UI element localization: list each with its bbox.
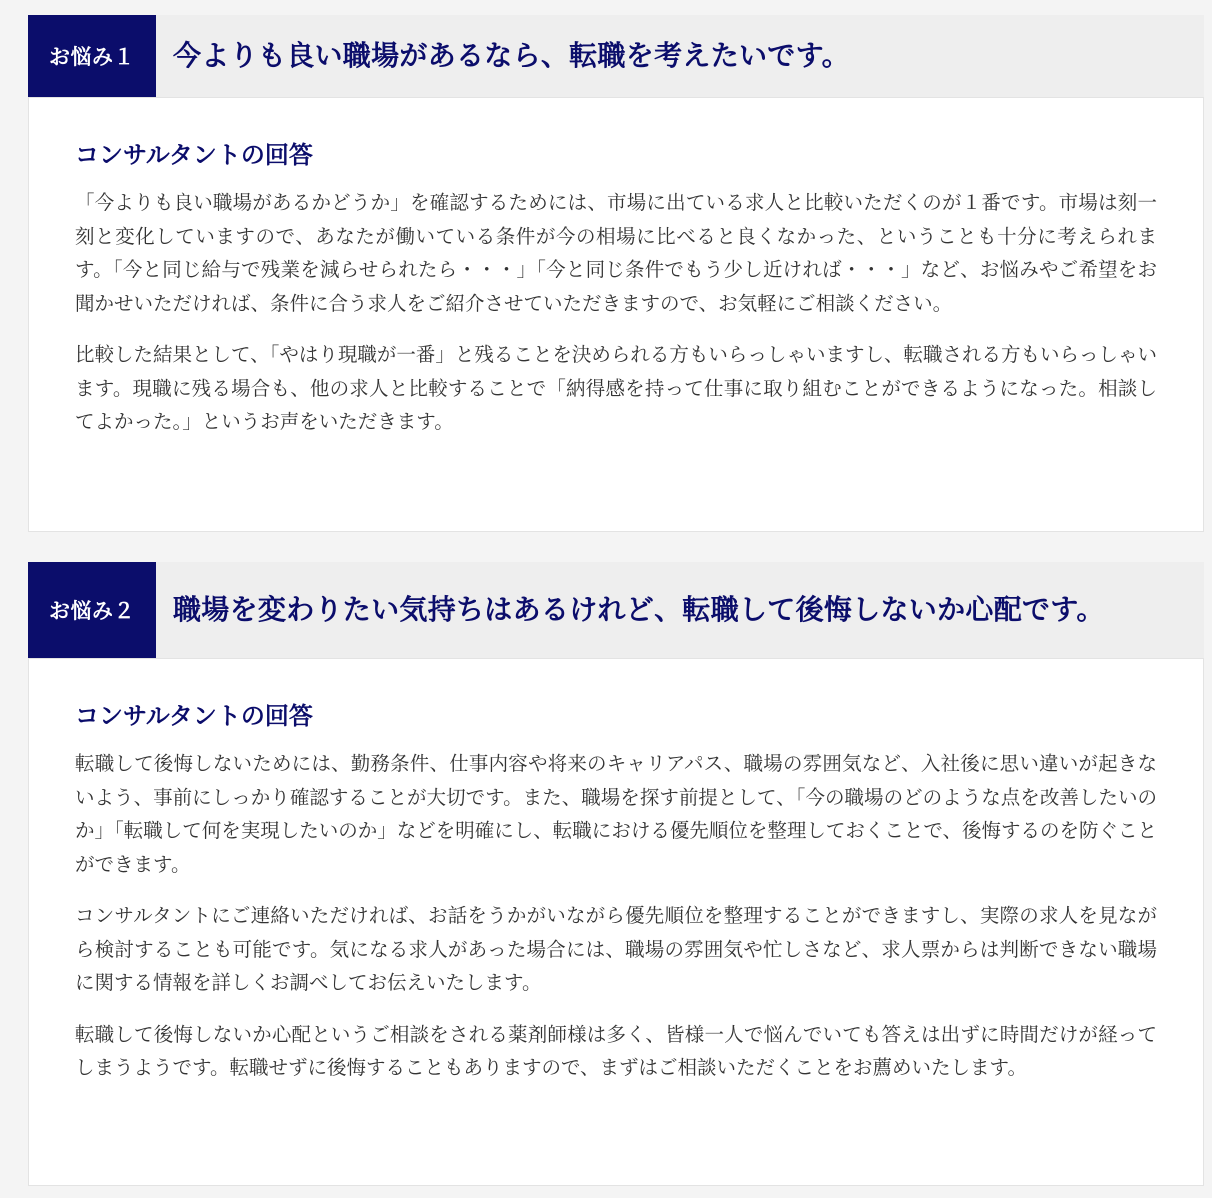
answer-paragraph: 転職して後悔しないためには、勤務条件、仕事内容や将来のキャリアパス、職場の雰囲気など、入社後に思い違いが起きないよう、事前にしっかり確認することが大切です。また、職場を探す前提として、「今の職場のどのような点を改善したいのか」「転職して何を実現したいのか」などを明確にし、転職における優先順位を整理しておくことで、後悔するのを防ぐことができます。	[75, 752, 1157, 876]
answer-paragraph: 転職して後悔しないか心配というご相談をされる薬剤師様は多く、皆様一人で悩んでいても答えは出ずに時間だけが経ってしまうようです。転職せずに後悔することもありますので、まずはご相談いただくことをお薦めいたします。	[75, 1022, 1157, 1079]
question-title: 職場を変わりたい気持ちはあるけれど、転職して後悔しないか心配です。	[173, 593, 1105, 626]
faq-item-2	[28, 562, 1204, 1186]
answer-paragraph: 比較した結果として、「やはり現職が一番」と残ることを決められる方もいらっしゃいますし、転職される方もいらっしゃいます。現職に残る場合も、他の求人と比較することで「納得感を持って仕事に取り組むことができるようになった。相談してよかった。」というお声をいただきます。	[75, 343, 1157, 433]
question-header	[28, 15, 1204, 98]
question-header	[28, 562, 1204, 659]
answer-heading: コンサルタントの回答	[75, 702, 313, 730]
faq-item-1	[28, 15, 1204, 532]
answer-paragraph: 「今よりも良い職場があるかどうか」を確認するためには、市場に出ている求人と比較いただくのが１番です。市場は刻一刻と変化していますので、あなたが働いている条件が今の相場に比べると良くなかった、ということも十分に考えられます。「今と同じ給与で残業を減らせられたら・・・」「今と同じ条件でもう少し近ければ・・・」など、お悩みやご希望をお聞かせいただければ、条件に合う求人をご紹介させていただきますので、お気軽にご相談ください。	[75, 191, 1157, 315]
question-title: 今よりも良い職場があるなら、転職を考えたいです。	[173, 39, 850, 72]
question-badge: お悩み２	[28, 562, 156, 658]
answer-heading: コンサルタントの回答	[75, 141, 313, 169]
answer-body	[29, 659, 1203, 1085]
answer-paragraph: コンサルタントにご連絡いただければ、お話をうかがいながら優先順位を整理することができますし、実際の求人を見ながら検討することも可能です。気になる求人があった場合には、職場の雰囲気や忙しさなど、求人票からは判断できない職場に関する情報を詳しくお調べしてお伝えいたします。	[75, 904, 1157, 994]
answer-body	[29, 98, 1203, 439]
question-badge: お悩み１	[28, 15, 156, 97]
